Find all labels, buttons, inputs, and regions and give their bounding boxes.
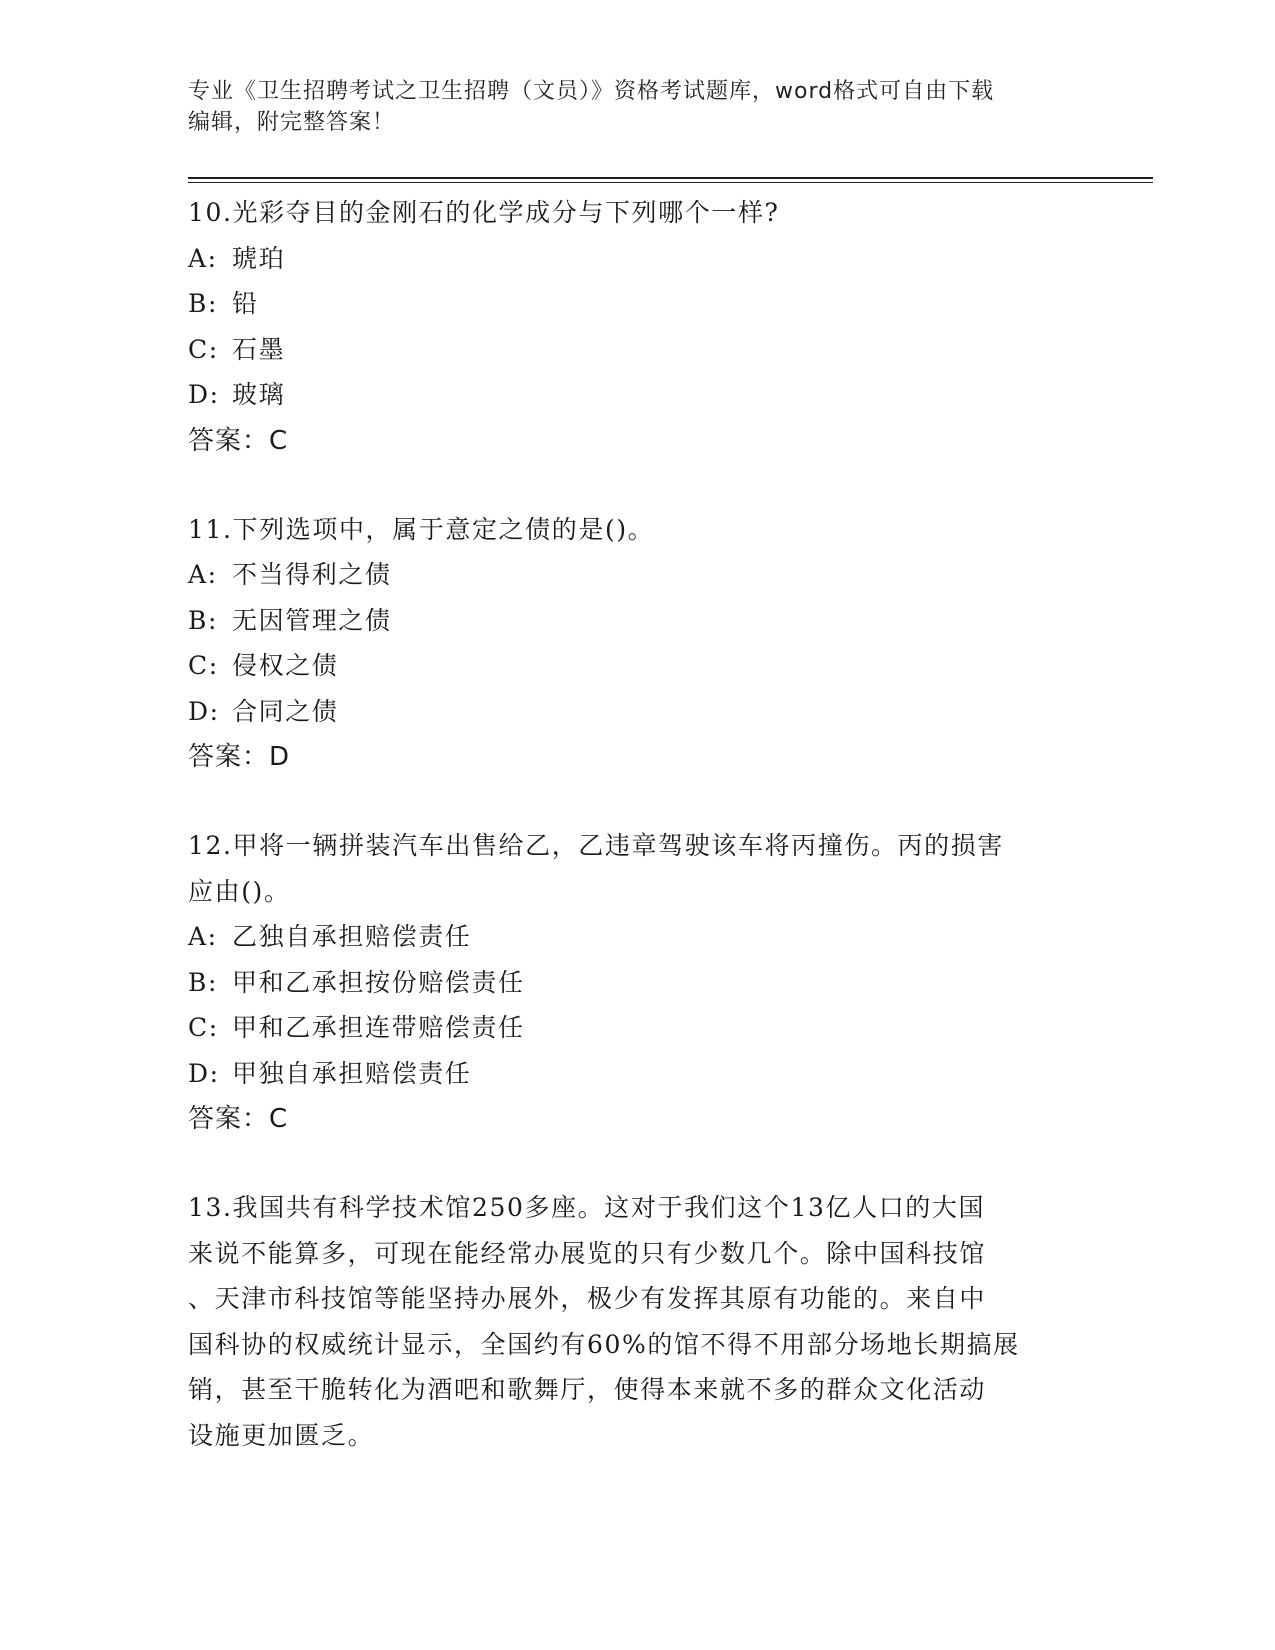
option-list [188, 552, 1098, 734]
question-text-line-2: 应由()。 [188, 876, 291, 906]
option-text: 琥珀 [232, 243, 286, 273]
option-letter: A: [188, 922, 218, 951]
passage-line-6: 设施更加匮乏。 [188, 1420, 375, 1450]
question-13 [188, 1185, 1098, 1458]
option-letter: C: [188, 1013, 219, 1042]
option-letter: A: [188, 560, 218, 589]
option-text: 无因管理之债 [232, 605, 392, 635]
option-letter: C: [188, 334, 219, 364]
option-text: 合同之债 [232, 696, 339, 726]
question-10 [188, 190, 1098, 464]
answer-text: 答案：C [188, 1104, 289, 1134]
option-text: 甲独自承担赔偿责任 [232, 1058, 472, 1088]
option-text: 甲和乙承担按份赔偿责任 [232, 967, 525, 997]
question-text: 11.下列选项中，属于意定之债的是()。 [188, 514, 655, 544]
document-page [188, 0, 1153, 1650]
option-c [188, 327, 1098, 373]
header-line-2: 编辑，附完整答案！ [188, 110, 396, 135]
option-b [188, 960, 1098, 1006]
option-list [188, 914, 1098, 1096]
option-b [188, 598, 1098, 644]
option-c [188, 643, 1098, 689]
header-divider [188, 177, 1153, 183]
question-text: 10.光彩夺目的金刚石的化学成分与下列哪个一样? [188, 198, 780, 227]
document-header [188, 76, 1068, 138]
option-letter: C: [188, 651, 219, 680]
option-letter: B: [188, 605, 218, 635]
passage-line-1: 13.我国共有科学技术馆250多座。这对于我们这个13亿人口的大国 [188, 1193, 986, 1222]
option-list [188, 236, 1098, 418]
passage-line-3: 、天津市科技馆等能坚持办展外，极少有发挥其原有功能的。来自中 [188, 1284, 987, 1313]
question-12 [188, 823, 1098, 1142]
option-text: 侵权之债 [232, 651, 339, 680]
option-a [188, 914, 1098, 960]
option-c [188, 1005, 1098, 1051]
option-a [188, 552, 1098, 598]
passage-line-5: 销，甚至干脆转化为酒吧和歌舞厅，使得本来就不多的群众文化活动 [188, 1375, 987, 1404]
option-text: 不当得利之债 [232, 560, 392, 589]
option-text: 石墨 [232, 334, 286, 364]
answer-text: 答案：D [188, 742, 291, 772]
question-11 [188, 507, 1098, 781]
option-text: 玻璃 [232, 380, 286, 409]
passage-line-4: 国科协的权威统计显示，全国约有60%的馆不得不用部分场地长期搞展 [188, 1329, 1020, 1359]
question-list [188, 190, 1098, 1501]
option-a [188, 236, 1098, 282]
answer-text: 答案：C [188, 425, 289, 456]
option-text: 乙独自承担赔偿责任 [232, 922, 472, 951]
option-d [188, 689, 1098, 735]
question-text-line-1: 12.甲将一辆拼装汽车出售给乙，乙违章驾驶该车将丙撞伤。丙的损害 [188, 831, 1004, 860]
option-text: 铅 [232, 289, 259, 318]
option-letter: D: [188, 1058, 220, 1088]
option-d [188, 372, 1098, 418]
option-b [188, 281, 1098, 327]
option-letter: A: [188, 243, 218, 273]
passage-line-2: 来说不能算多，可现在能经常办展览的只有少数几个。除中国科技馆 [188, 1238, 987, 1268]
option-letter: D: [188, 696, 220, 726]
header-line-1: 专业《卫生招聘考试之卫生招聘（文员）》资格考试题库，word格式可自由下载 [188, 79, 995, 104]
option-letter: B: [188, 289, 218, 318]
option-text: 甲和乙承担连带赔偿责任 [232, 1013, 525, 1042]
option-letter: D: [188, 380, 220, 409]
option-letter: B: [188, 967, 218, 997]
option-d [188, 1051, 1098, 1097]
